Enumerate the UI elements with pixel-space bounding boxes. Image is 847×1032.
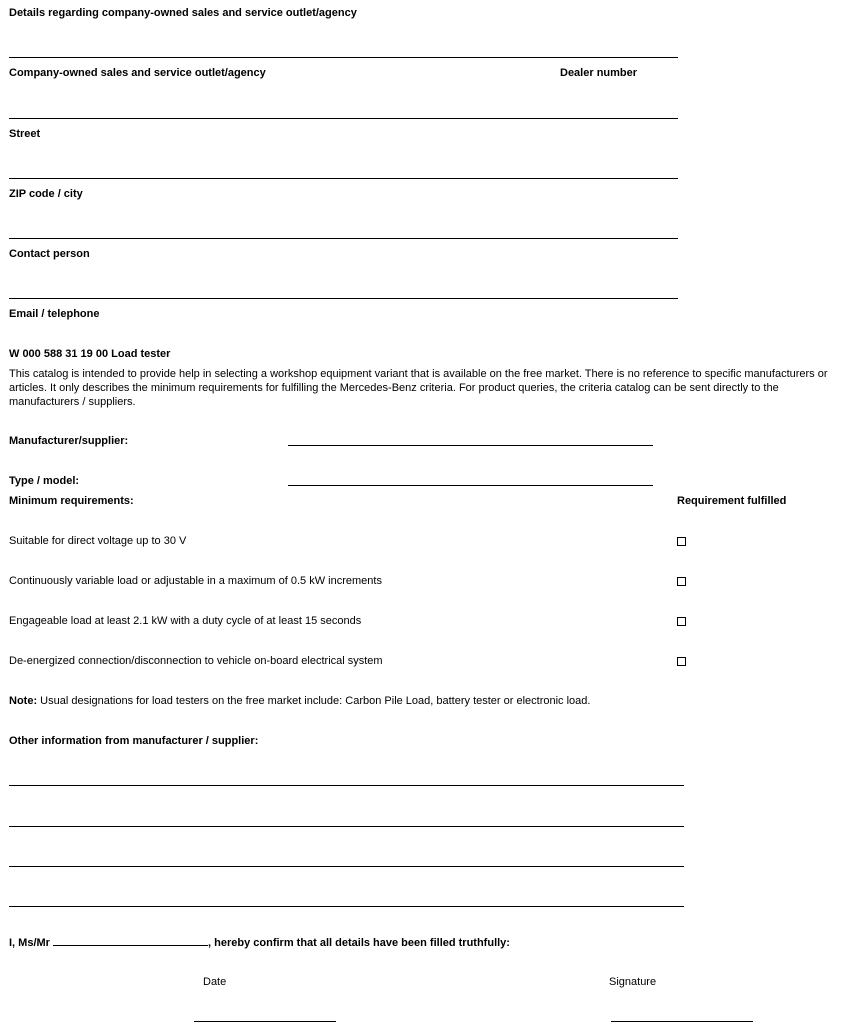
signature-label: Signature xyxy=(609,976,657,988)
requirement-checkbox[interactable] xyxy=(677,577,686,586)
requirement-item: Continuously variable load or adjustable in a maximum of 0.5 kW increments xyxy=(9,575,382,587)
intro-paragraph: This catalog is intended to provide help in selecting a workshop equipment variant that is available on the free market. There is no reference to specific manufacturers or articles. It only describes the minimum requirements for fulfilling the Mercedes-Benz criteria. For product queries, the criteria catalog can be sent directly to the manufacturers / suppliers. xyxy=(9,368,828,408)
requirements-header: Minimum requirements: xyxy=(9,495,134,507)
requirement-item: Suitable for direct voltage up to 30 V xyxy=(9,535,187,547)
zip-city-input-line[interactable] xyxy=(9,178,678,179)
date-label: Date xyxy=(203,976,227,988)
other-info-label: Other information from manufacturer / supplier: xyxy=(9,735,259,747)
requirement-fulfilled-header: Requirement fulfilled xyxy=(677,495,787,507)
type-model-label: Type / model: xyxy=(9,475,80,487)
note-label: Note: xyxy=(9,695,38,707)
form-title: Details regarding company-owned sales and service outlet/agency xyxy=(9,7,357,19)
requirement-item: De-energized connection/disconnection to vehicle on-board electrical system xyxy=(9,655,383,667)
date-input-line[interactable] xyxy=(194,1021,336,1022)
outlet-input-line[interactable] xyxy=(9,57,678,58)
note-text: Usual designations for load testers on the free market include: Carbon Pile Load, battery tester or electronic load. xyxy=(37,695,591,707)
product-heading: W 000 588 31 19 00 Load tester xyxy=(9,348,171,360)
manufacturer-input-line[interactable] xyxy=(288,445,653,446)
requirement-checkbox[interactable] xyxy=(677,657,686,666)
street-label: Street xyxy=(9,128,41,140)
name-input-line[interactable] xyxy=(53,936,208,946)
confirmation-suffix: , hereby confirm that all details have been filled truthfully: xyxy=(208,937,510,949)
manufacturer-label: Manufacturer/supplier: xyxy=(9,435,129,447)
confirmation-statement xyxy=(9,936,510,949)
contact-input-line[interactable] xyxy=(9,238,678,239)
other-info-line[interactable] xyxy=(9,866,684,867)
other-info-line[interactable] xyxy=(9,826,684,827)
street-input-line[interactable] xyxy=(9,118,678,119)
email-input-line[interactable] xyxy=(9,298,678,299)
requirement-item: Engageable load at least 2.1 kW with a duty cycle of at least 15 seconds xyxy=(9,615,362,627)
requirement-checkbox[interactable] xyxy=(677,537,686,546)
contact-person-label: Contact person xyxy=(9,248,90,260)
outlet-label: Company-owned sales and service outlet/agency xyxy=(9,67,266,79)
signature-input-line[interactable] xyxy=(611,1021,753,1022)
other-info-line[interactable] xyxy=(9,906,684,907)
other-info-line[interactable] xyxy=(9,785,684,786)
email-telephone-label: Email / telephone xyxy=(9,308,100,320)
note xyxy=(9,695,590,707)
type-model-input-line[interactable] xyxy=(288,485,653,486)
requirement-checkbox[interactable] xyxy=(677,617,686,626)
confirmation-prefix: I, Ms/Mr xyxy=(9,937,50,949)
dealer-number-label: Dealer number xyxy=(560,67,638,79)
zip-city-label: ZIP code / city xyxy=(9,188,83,200)
